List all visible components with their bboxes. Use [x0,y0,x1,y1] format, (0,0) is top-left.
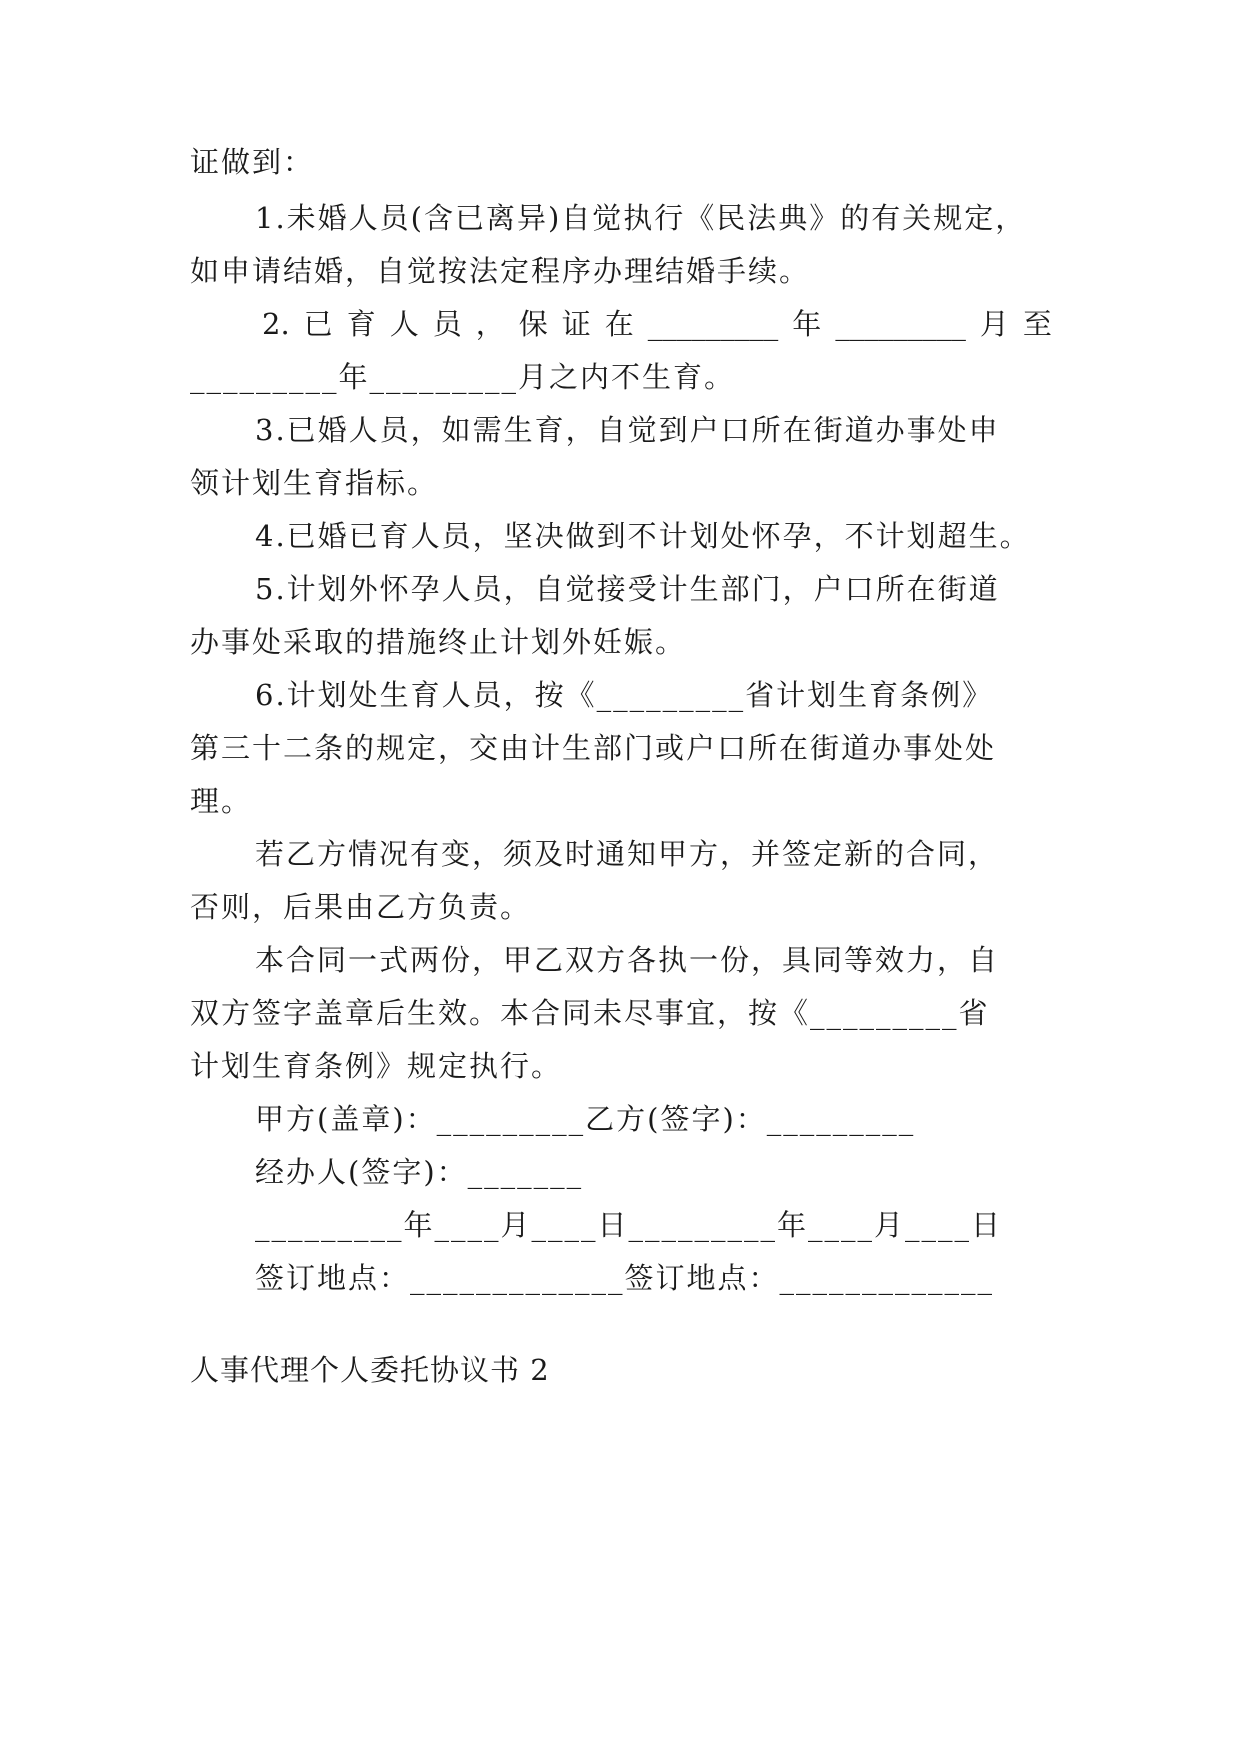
text-line: 若乙方情况有变，须及时通知甲方，并签定新的合同， [255,837,1000,871]
text-line: 领计划生育指标。 [190,466,439,500]
text-token: 月 [979,307,1009,341]
text-line: 4.已婚已育人员，坚决做到不计划处怀孕，不计划超生。 [255,519,1031,553]
text-line: _________年_________月之内不生育。 [190,360,736,394]
text-line: 本合同一式两份，甲乙双方各执一份，具同等效力，自 [255,943,1000,977]
signature-line-parties: 甲方(盖章)：_________乙方(签字)：_________ [255,1102,916,1136]
blank-field: _________ [647,307,779,341]
text-line: 证做到： [190,145,315,179]
text-line: 理。 [190,784,253,818]
text-line: 如申请结婚，自觉按法定程序办理结婚手续。 [190,254,811,288]
text-token: 在 [604,307,634,341]
text-line: 1.未婚人员(含已离异)自觉执行《民法典》的有关规定， [255,201,1027,235]
signature-line-handler: 经办人(签字)：_______ [255,1155,584,1189]
text-line: 5.计划外怀孕人员，自觉接受计生部门，户口所在街道 [255,572,1000,606]
text-token: 证 [561,307,591,341]
text-token: 保 [518,307,548,341]
text-line: 否则，后果由乙方负责。 [190,890,532,924]
text-line: 计划生育条例》规定执行。 [190,1049,563,1083]
text-token: 至 [1022,307,1052,341]
text-line-justified [262,304,1052,344]
section-heading: 人事代理个人委托协议书 2 [190,1353,550,1387]
text-token: 年 [792,307,822,341]
text-line: 双方签字盖章后生效。本合同未尽事宜，按《_________省 [190,996,990,1030]
text-token: 人 [389,307,419,341]
text-token: 2. [262,307,290,341]
signing-place-line: 签订地点：_____________签订地点：_____________ [255,1261,995,1295]
blank-field: _________ [835,307,966,341]
text-token: 已 [303,307,333,341]
text-token: ， [475,307,505,341]
text-token: 员 [432,307,462,341]
text-token: 育 [346,307,376,341]
text-line: 办事处采取的措施终止计划外妊娠。 [190,625,687,659]
date-line: _________年____月____日_________年____月____日 [255,1208,1003,1242]
text-line: 3.已婚人员，如需生育，自觉到户口所在街道办事处申 [255,413,1000,447]
text-line: 6.计划处生育人员，按《_________省计划生育条例》 [255,678,994,712]
text-line: 第三十二条的规定，交由计生部门或户口所在街道办事处处 [190,731,997,765]
